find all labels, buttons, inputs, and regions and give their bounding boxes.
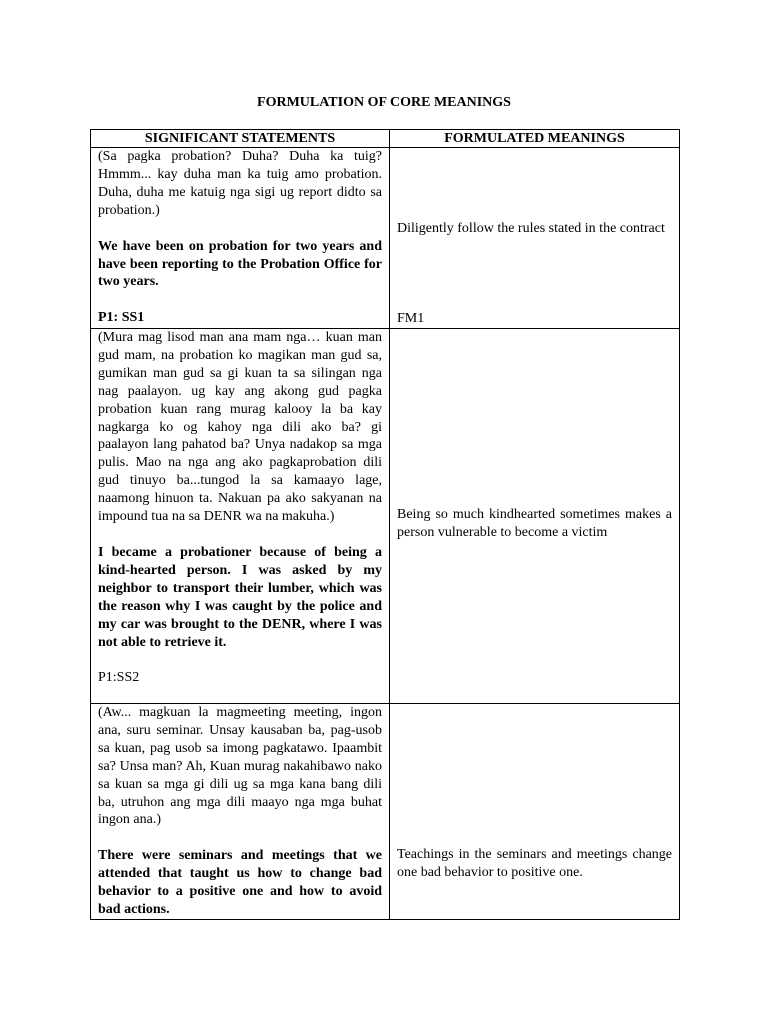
statement-code: P1: SS1 (98, 310, 145, 326)
significant-statement-cell (91, 704, 390, 920)
formulated-meaning-cell (390, 148, 680, 329)
original-statement: (Sa pagka probation? Duha? Duha ka tuig? Hmmm... kay duha man ka tuig amo probation. Duha, duha me katuig nga sigi ug report didto sa probation.) (98, 149, 382, 218)
table-header-row (91, 130, 680, 148)
english-translation: There were seminars and meetings that we attended that taught us how to change bad behavior to a positive one and how to avoid bad actions. (98, 848, 382, 918)
header-formulated-meanings: FORMULATED MEANINGS (390, 130, 680, 148)
core-meanings-table (90, 129, 680, 920)
formulated-meaning: Diligently follow the rules stated in the contract (397, 221, 665, 236)
original-statement: (Aw... magkuan la magmeeting meeting, ingon ana, suru seminar. Unsay kausaban ba, pag-usob sa kuan, pag usob sa imong pagkatawo. Ipaambit sa? Unsa man? Ah, Kuan murag nakahibawo nako sa kuan sa mga gi dili ug sa mga kana bang dili ba, utruhon ang mga dili maayo nga mga buhat ingon ana.) (98, 705, 382, 828)
statement-code: P1:SS2 (98, 670, 140, 686)
english-translation: We have been on probation for two years and have been reporting to the Probation Office for two years. (98, 238, 382, 290)
meaning-code: FM1 (397, 311, 425, 327)
formulated-meaning: Being so much kindhearted sometimes makes a person vulnerable to become a victim (397, 507, 672, 540)
formulated-meaning-cell (390, 329, 680, 704)
page-title: FORMULATION OF CORE MEANINGS (257, 95, 511, 110)
header-significant-statements: SIGNIFICANT STATEMENTS (91, 130, 390, 148)
table-row (91, 148, 680, 329)
formulated-meaning: Teachings in the seminars and meetings change one bad behavior to positive one. (397, 847, 672, 880)
significant-statement-cell (91, 148, 390, 329)
significant-statement-cell (91, 329, 390, 704)
formulated-meaning-cell (390, 704, 680, 920)
table-row (91, 329, 680, 704)
english-translation: I became a probationer because of being a kind-hearted person. I was asked by my neighbor to transport their lumber, which was the reason why I was caught by the police and my car was brought to the DENR, where I was not able to retrieve it. (98, 544, 382, 650)
table-row (91, 704, 680, 920)
original-statement: (Mura mag lisod man ana mam nga… kuan man gud mam, na probation ko magikan man gud sa, gumikan man gud sa gi kuan ta sa silingan nga nag paalayon. ug kay ang akong gud pagka probation kuan rang murag kalooy la ba kay nagkarga ko og kahoy nga dili ako ba? gi paalayon lang pahatod ba? Unya nadakop sa mga pulis. Mao na nga ang ako pagkaprobation dili gud tinuyo ba...tungod la sa kamaayo lage, naamong hinuon ta. Nakuan pa ako sakyanan na impound tua na sa DENR wa na makuha.) (98, 330, 382, 525)
